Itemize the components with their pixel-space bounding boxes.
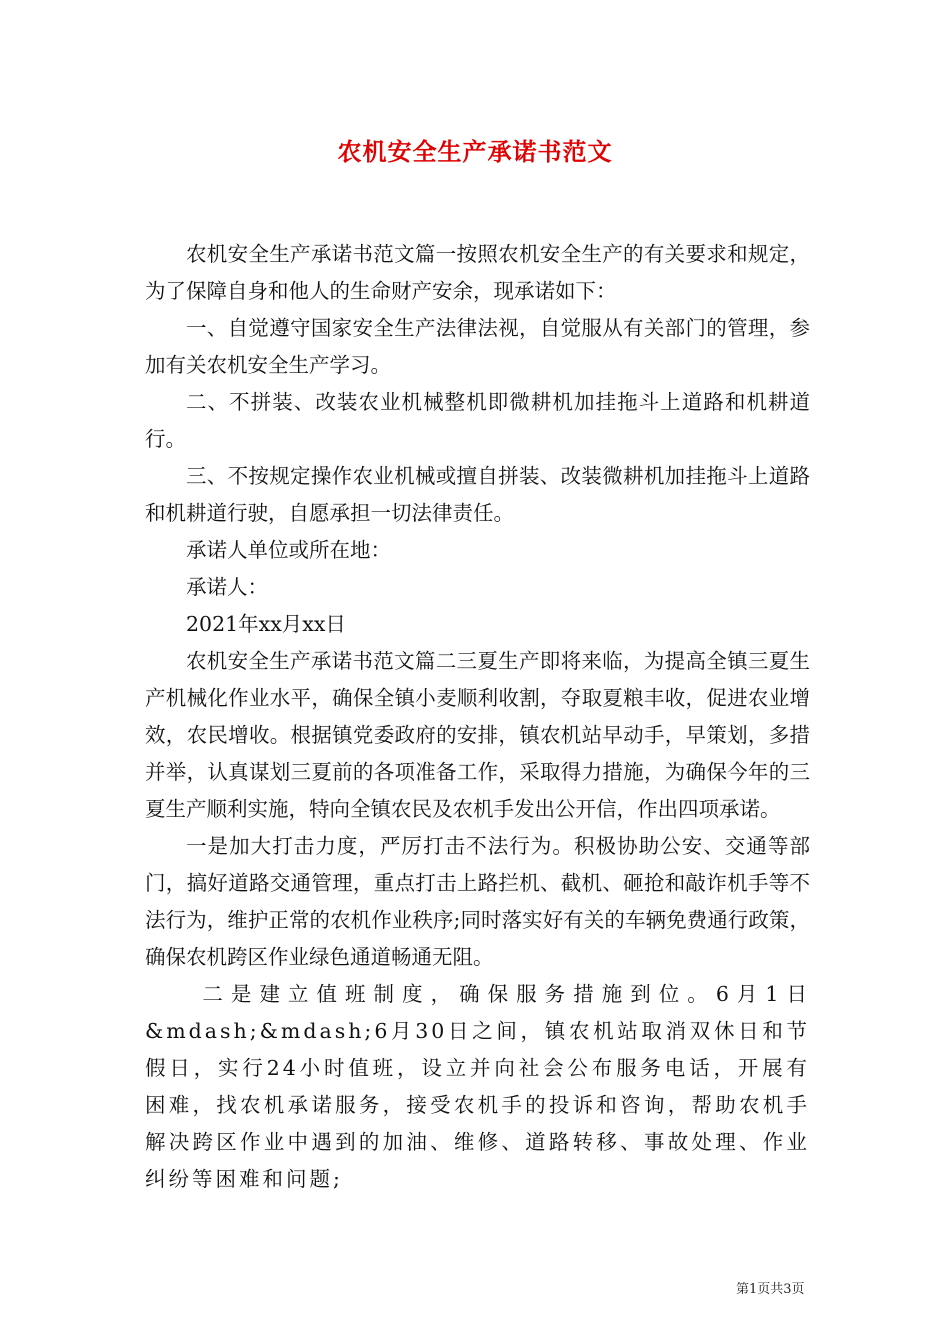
page-title: 农机安全生产承诺书范文 bbox=[337, 137, 613, 166]
paragraph: 农机安全生产承诺书范文篇一按照农机安全生产的有关要求和规定，为了保障自身和他人的生命财产安余，现承诺如下： bbox=[145, 242, 810, 303]
paragraph: 农机安全生产承诺书范文篇二三夏生产即将来临，为提高全镇三夏生产机械化作业水平，确保全镇小麦顺利收割，夺取夏粮丰收，促进农业增效，农民增收。根据镇党委政府的安排，镇农机站早动手，早策划，多措并举，认真谋划三夏前的各项准备工作，采取得力措施，为确保今年的三夏生产顺利实施，特向全镇农民及农机手发出公开信，作出四项承诺。 bbox=[145, 649, 810, 821]
paragraph: 2021年xx月xx日 bbox=[186, 612, 346, 636]
paragraph: 一、自觉遵守国家安全生产法律法视，自觉服从有关部门的管理，参加有关农机安全生产学习。 bbox=[145, 316, 810, 377]
paragraph: 一是加大打击力度，严厉打击不法行为。积极协助公安、交通等部门，搞好道路交通管理，重点打击上路拦机、截机、砸抢和敲诈机手等不法行为，维护正常的农机作业秩序;同时落实好有关的车辆免费通行政策，确保农机跨区作业绿色通道畅通无阻。 bbox=[145, 834, 810, 969]
paragraph: 三、不按规定操作农业机械或擅自拼装、改装微耕机加挂拖斗上道路和机耕道行驶，自愿承担一切法律责任。 bbox=[145, 464, 810, 525]
document-body bbox=[145, 236, 810, 1198]
paragraph: 承诺人： bbox=[186, 575, 268, 599]
paragraph: 二、不拼装、改装农业机械整机即微耕机加挂拖斗上道路和机耕道行。 bbox=[145, 390, 810, 451]
paragraph: 二是建立值班制度，确保服务措施到位。6月1日&mdash;&mdash;6月30日之间，镇农机站取消双休日和节假日，实行24小时值班，设立并向社会公布服务电话，开展有困难，找农机承诺服务，接受农机手的投诉和咨询，帮助农机手解决跨区作业中遇到的加油、维修、道路转移、事故处理、作业纠纷等困难和问题; bbox=[145, 982, 810, 1191]
page-indicator: 第1页共3页 bbox=[736, 1282, 805, 1297]
paragraph: 承诺人单位或所在地： bbox=[186, 538, 391, 562]
